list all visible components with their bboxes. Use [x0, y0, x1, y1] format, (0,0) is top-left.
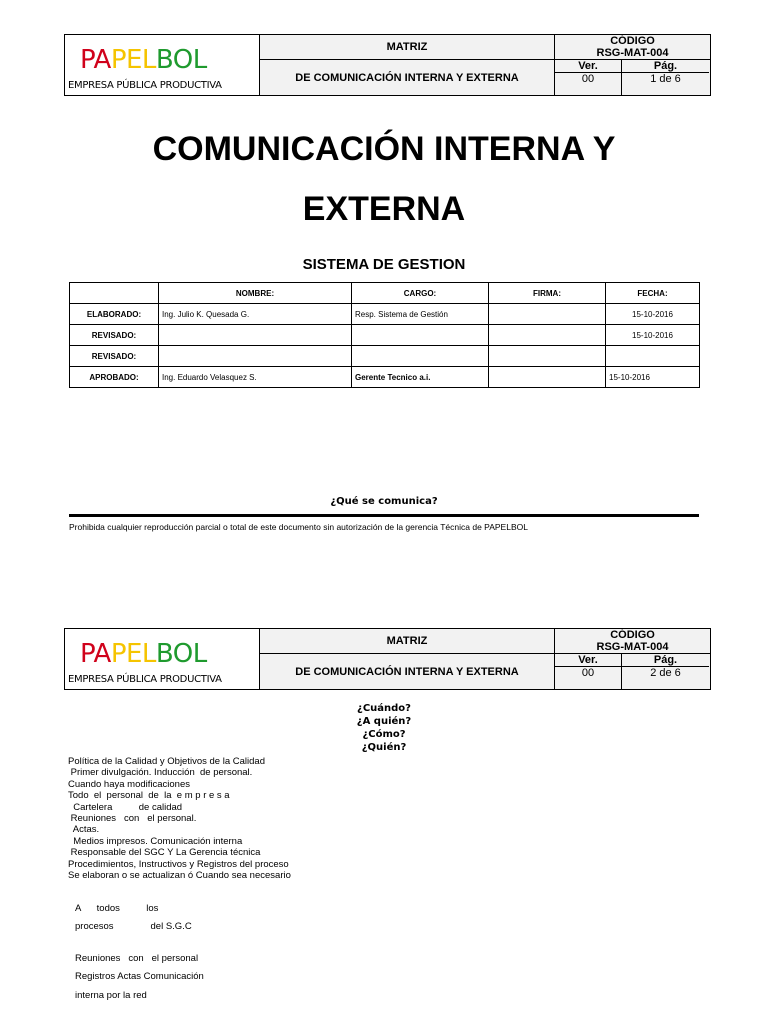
- list-item: Responsable del SGC Y La Gerencia técnica: [68, 847, 261, 859]
- signature-table: [69, 282, 700, 388]
- page-cell: Pág. 2 de 6: [622, 654, 709, 689]
- footer-notice: Prohibida cualquier reproducción parcial o total de este documento sin autorización de la gerencia Técnica de PAPELBOL: [69, 522, 528, 532]
- list-item: Procedimientos, Instructivos y Registros del proceso: [68, 858, 289, 870]
- text-line: A todos los: [75, 903, 159, 914]
- text-line: Registros Actas Comunicación: [75, 971, 204, 982]
- divider: [69, 514, 699, 517]
- version-cell: Ver. 00: [555, 654, 622, 689]
- table-row: APROBADO: Ing. Eduardo Velasquez S. Gerente Tecnico a.i. 15-10-2016: [70, 367, 700, 388]
- doc-code-block: [554, 629, 710, 689]
- list-item: Cuando haya modificaciones: [68, 778, 190, 790]
- list-item: Actas.: [68, 824, 100, 836]
- question-list: ¿Cuándo? ¿A quién? ¿Cómo? ¿Quién?: [356, 703, 412, 753]
- doc-type: MATRIZ: [260, 35, 554, 60]
- list-item: Cartelera de calidad: [68, 801, 183, 813]
- brand-wordmark: PAPELBOL: [80, 639, 207, 669]
- text-line: procesos del S.G.C: [75, 921, 192, 932]
- doc-code: CÓDIGO RSG-MAT-004: [555, 629, 710, 654]
- table-row: REVISADO:: [70, 346, 700, 367]
- papelbol-logo: [65, 629, 260, 689]
- papelbol-logo: [65, 35, 260, 95]
- doc-title: DE COMUNICACIÓN INTERNA Y EXTERNA: [260, 60, 554, 95]
- text-line: Reuniones con el personal: [75, 953, 199, 964]
- table-row: REVISADO: 15-10-2016: [70, 325, 700, 346]
- page-title-line1: COMUNICACIÓN INTERNA Y: [152, 130, 616, 168]
- brand-subtitle: EMPRESA PÚBLICA PRODUCTIVA: [68, 674, 222, 685]
- page-subtitle: SISTEMA DE GESTION: [302, 256, 466, 273]
- list-item: Política de la Calidad y Objetivos de la Calidad: [68, 756, 265, 767]
- list-item: Medios impresos. Comunicación interna: [68, 835, 243, 847]
- text-line: interna por la red: [75, 990, 147, 1001]
- table-row: ELABORADO: Ing. Julio K. Quesada G. Resp. Sistema de Gestión 15-10-2016: [70, 304, 700, 325]
- doc-code-block: [554, 35, 710, 95]
- brand-subtitle: EMPRESA PÚBLICA PRODUCTIVA: [68, 80, 222, 91]
- list-item: Primer divulgación. Inducción de personal.: [68, 767, 253, 779]
- table-header-row: NOMBRE: CARGO: FIRMA: FECHA:: [70, 283, 700, 304]
- list-item: Reuniones con el personal.: [68, 813, 197, 825]
- document-header: [64, 628, 711, 690]
- page-cell: Pág. 1 de 6: [622, 60, 709, 95]
- doc-type: MATRIZ: [260, 629, 554, 654]
- doc-title: DE COMUNICACIÓN INTERNA Y EXTERNA: [260, 654, 554, 689]
- section-question: ¿Qué se comunica?: [330, 496, 438, 507]
- page-title-line2: EXTERNA: [302, 190, 466, 228]
- list-item: Se elaboran o se actualizan ó Cuando sea necesario: [68, 870, 291, 882]
- brand-wordmark: PAPELBOL: [80, 45, 207, 75]
- communication-list: [68, 756, 291, 881]
- version-cell: Ver. 00: [555, 60, 622, 95]
- doc-code: CÓDIGO RSG-MAT-004: [555, 35, 710, 60]
- list-item: Todo el personal de la e m p r e s a: [68, 790, 230, 802]
- document-header: [64, 34, 711, 96]
